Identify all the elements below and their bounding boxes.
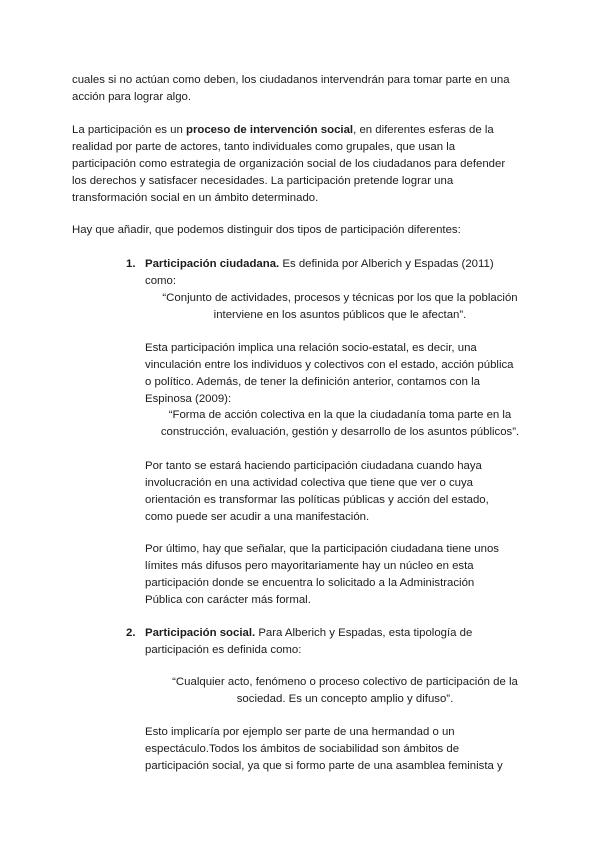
text-line bbox=[145, 256, 535, 273]
participacion-paragraph bbox=[72, 122, 532, 207]
text-line: límites más difusos pero mayoritariamente hay un núcleo en esta bbox=[145, 560, 474, 572]
text-line: acción para lograr algo. bbox=[72, 91, 192, 103]
quote-social bbox=[145, 674, 545, 708]
text-line: cuales si no actúan como deben, los ciudadanos intervendrán para tomar parte en una bbox=[72, 74, 510, 86]
text-run: Para Alberich y Espadas, esta tipología de bbox=[255, 627, 473, 639]
text-line bbox=[72, 122, 532, 139]
text-line bbox=[145, 625, 535, 642]
item1-paragraph-2 bbox=[145, 340, 535, 408]
item2-title: Participación social. bbox=[145, 627, 256, 639]
text-line: participación donde se encuentra lo solicitado a la Administración bbox=[145, 577, 475, 589]
text-line: “Forma de acción colectiva en la que la ciudadanía toma parte en la bbox=[168, 409, 512, 421]
text-line: sociedad. Es un concepto amplio y difuso”. bbox=[236, 693, 454, 705]
list-number: 2. bbox=[126, 627, 136, 639]
text-line: Por último, hay que señalar, que la participación ciudadana tiene unos bbox=[145, 543, 499, 555]
text-line: realidad por parte de actores, tanto individuales como grupales, que usan la bbox=[72, 141, 456, 153]
text-line: orientación es transformar las políticas públicas y acción del estado, bbox=[145, 494, 489, 506]
text-line: involucración en una actividad colectiva que tiene que ver o cuya bbox=[145, 477, 474, 489]
text-line: participación como estrategia de organización social de los ciudadanos para defender bbox=[72, 158, 506, 170]
text-line: los derechos y satisfacer necesidades. La participación pretende lograr una bbox=[72, 175, 454, 187]
list-number: 1. bbox=[126, 258, 136, 270]
item1-heading bbox=[145, 256, 535, 290]
quote-espinosa bbox=[145, 407, 535, 441]
text-line: como: bbox=[145, 275, 177, 287]
text-line: participación es definida como: bbox=[145, 644, 302, 656]
text-line: Hay que añadir, que podemos distinguir dos tipos de participación diferentes: bbox=[72, 224, 461, 236]
text-run: Es definida por Alberich y Espadas (2011) bbox=[279, 258, 494, 270]
text-line: Esto implicaría por ejemplo ser parte de una hermandad o un bbox=[145, 726, 455, 738]
quote-alberich bbox=[145, 290, 535, 324]
text-line: “Cualquier acto, fenómeno o proceso colectivo de participación de la bbox=[172, 676, 518, 688]
intro-paragraph bbox=[72, 72, 532, 106]
text-line: construcción, evaluación, gestión y desarrollo de los asuntos públicos”. bbox=[160, 426, 520, 438]
text-line: Pública con carácter más formal. bbox=[145, 594, 311, 606]
item1-title: Participación ciudadana. bbox=[145, 258, 280, 270]
text-line: participación social, ya que si formo parte de una asamblea feminista y bbox=[145, 760, 503, 772]
tipos-paragraph bbox=[72, 222, 532, 239]
text-line: vinculación entre los individuos y colectivos con el estado, acción pública bbox=[145, 359, 514, 371]
text-run: , en diferentes esferas de la bbox=[353, 124, 494, 136]
text-line: o político. Además, de tener la definición anterior, contamos con la bbox=[145, 376, 480, 388]
text-run: La participación es un bbox=[72, 124, 186, 136]
text-line: interviene en los asuntos públicos que le afectan”. bbox=[213, 309, 467, 321]
text-line: como puede ser acudir a una manifestación. bbox=[145, 511, 370, 523]
item1-paragraph-3 bbox=[145, 458, 535, 526]
text-line: “Conjunto de actividades, procesos y técnicas por los que la población bbox=[162, 292, 518, 304]
item1-paragraph-4 bbox=[145, 541, 535, 609]
item2-heading bbox=[145, 625, 535, 659]
bold-term: proceso de intervención social bbox=[185, 124, 354, 136]
text-line: transformación social en un ámbito determinado. bbox=[72, 192, 319, 204]
text-line: Por tanto se estará haciendo participación ciudadana cuando haya bbox=[145, 460, 482, 472]
text-line: Esta participación implica una relación socio-estatal, es decir, una bbox=[145, 342, 477, 354]
text-line: Espinosa (2009): bbox=[145, 393, 232, 405]
text-line: espectáculo.Todos los ámbitos de sociabilidad son ámbitos de bbox=[145, 743, 460, 755]
item2-paragraph-2 bbox=[145, 724, 535, 775]
